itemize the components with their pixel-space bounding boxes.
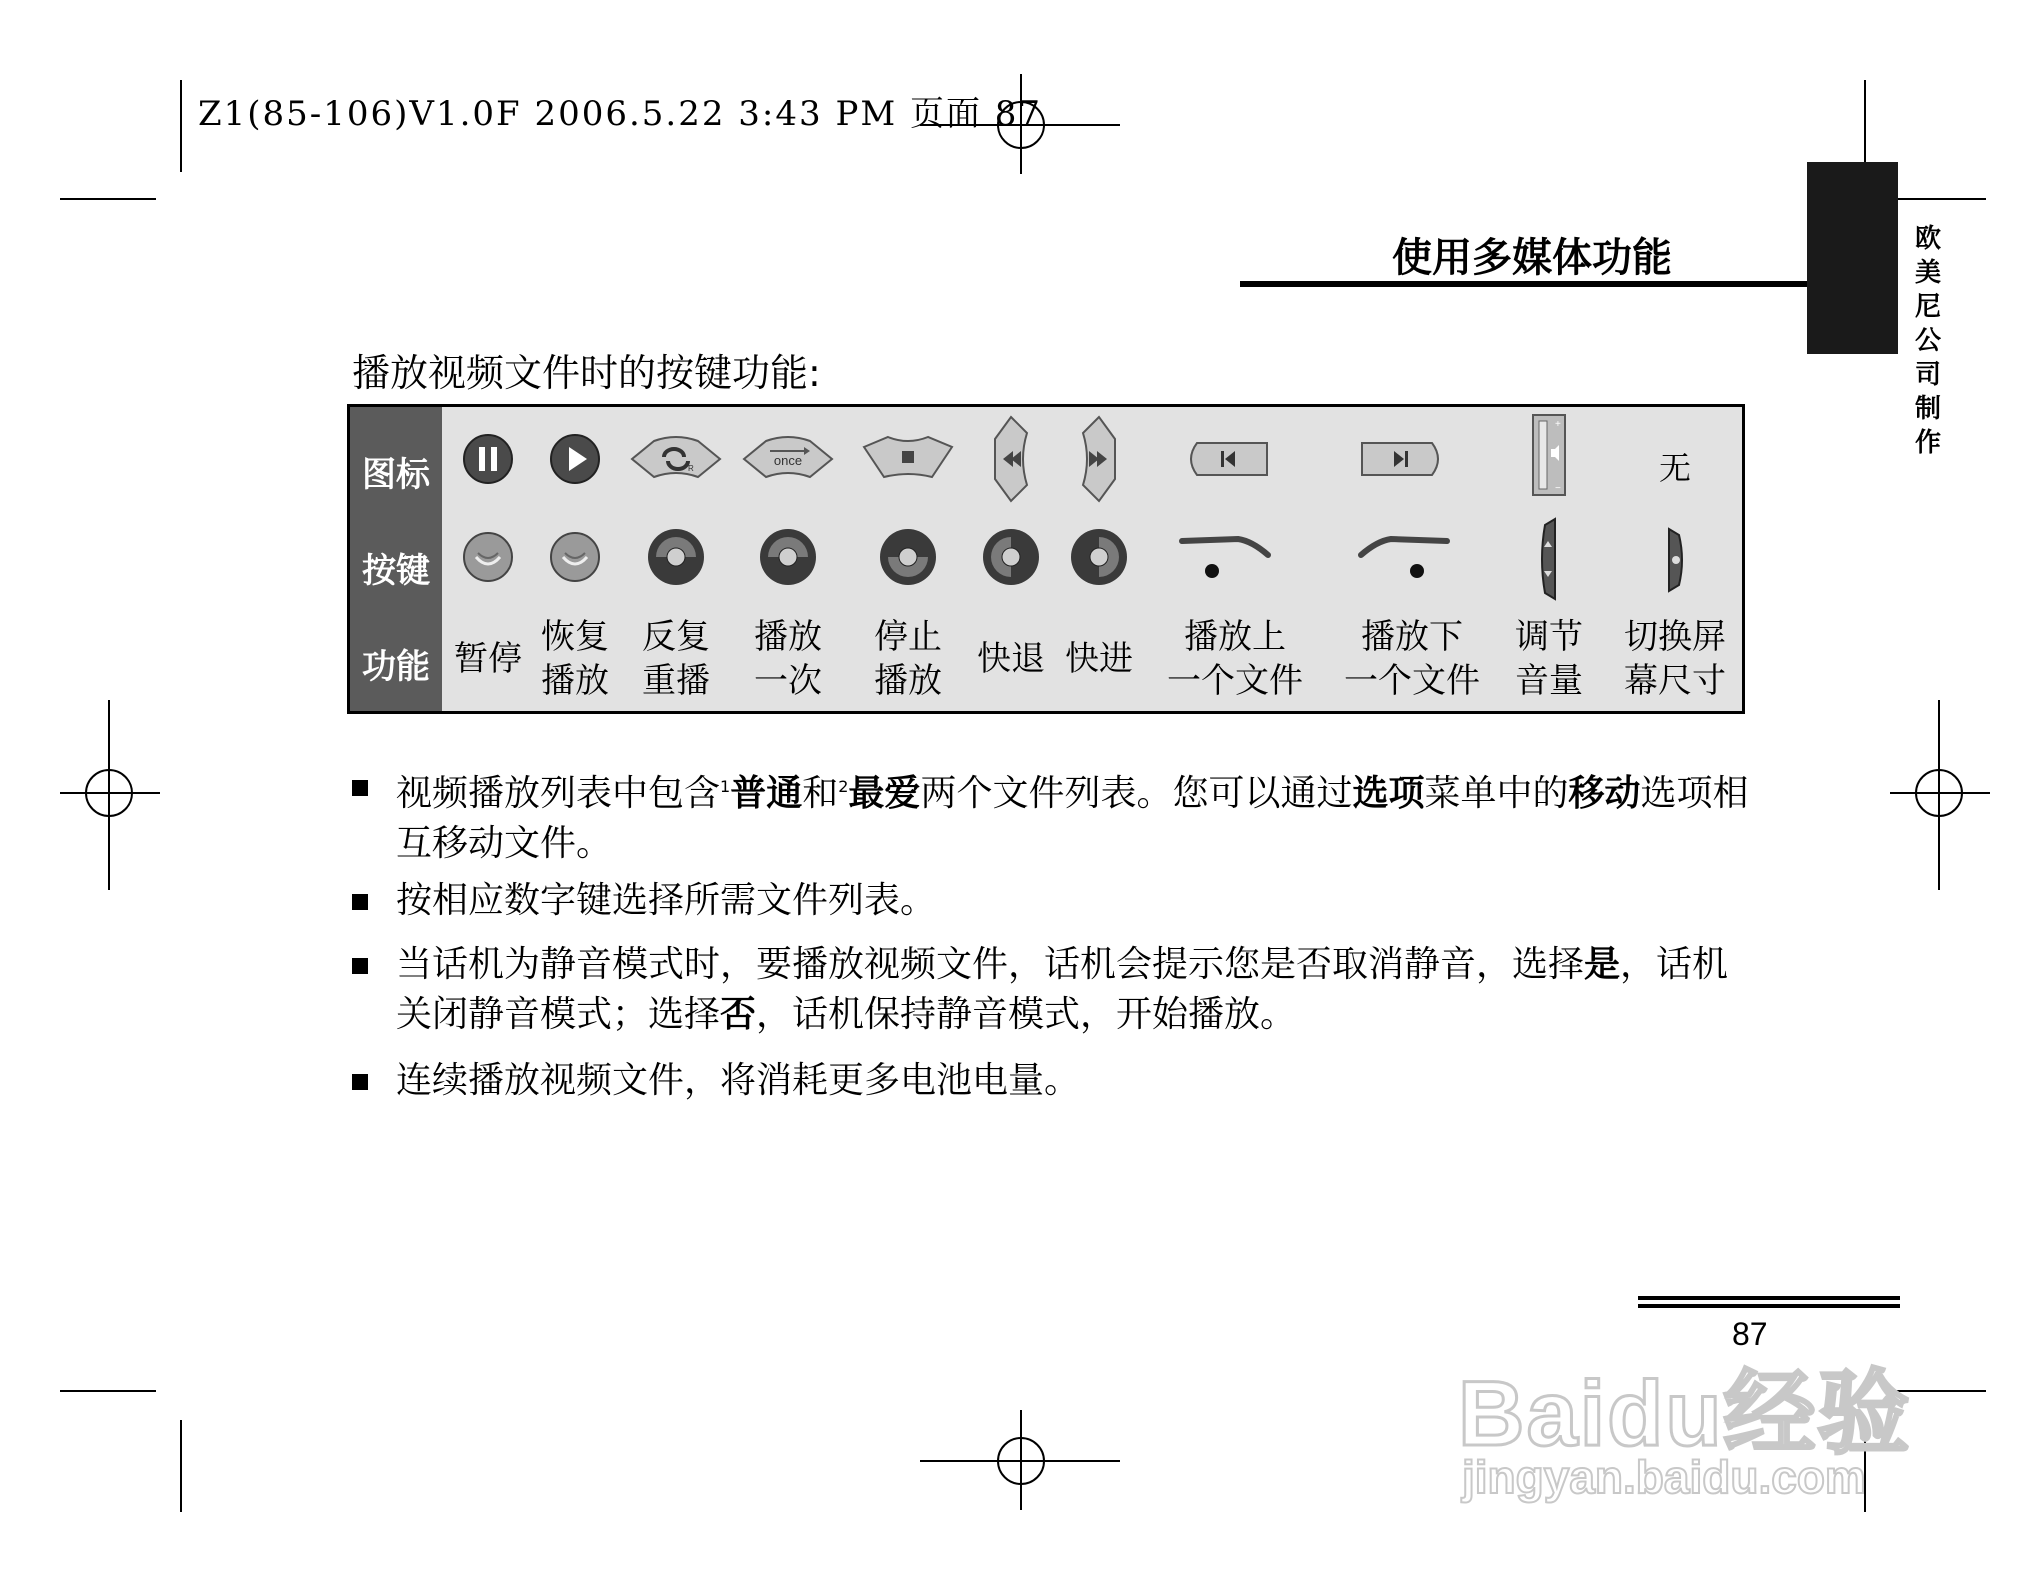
- page-rule: [1638, 1296, 1900, 1300]
- crop-mark: [60, 198, 156, 200]
- bold-term: 是: [1584, 944, 1621, 985]
- side-char: 作: [1914, 428, 1941, 458]
- registration-mark: [997, 1437, 1045, 1485]
- text-run: ，话机关闭静音模式；选择: [396, 944, 1729, 1035]
- func-line: 一次: [754, 661, 822, 701]
- pause-circle-icon: [462, 433, 514, 489]
- bold-term: 移动: [1568, 773, 1641, 814]
- bullet-item: [352, 876, 1752, 926]
- bullet-item: [352, 762, 1752, 869]
- func-label: [977, 637, 1045, 681]
- side-vertical-text: [1908, 222, 1948, 460]
- bullet-item: [352, 940, 1752, 1040]
- bullet-text: 连续播放视频文件，将消耗更多电池电量。: [396, 1060, 1081, 1101]
- side-tab: [1807, 162, 1898, 354]
- func-line: 切换屏: [1624, 617, 1726, 657]
- crop-mark: [180, 80, 182, 172]
- bullet-square-icon: [352, 1074, 368, 1090]
- func-line: 播放: [541, 661, 609, 701]
- side-char: 美: [1914, 258, 1941, 288]
- bold-term: 选项: [1352, 773, 1425, 814]
- key-function-table: [347, 404, 1745, 714]
- crop-mark: [60, 1390, 156, 1392]
- func-label: [1624, 615, 1726, 703]
- intro-text: 播放视频文件时的按键功能:: [352, 351, 821, 395]
- func-line: 停止: [874, 617, 942, 657]
- text-run: 选项相互移动文件。: [396, 773, 1749, 864]
- volume-slider-icon: [1531, 413, 1567, 501]
- side-char: 尼: [1914, 292, 1941, 322]
- side-char: 公: [1914, 326, 1941, 356]
- row-label-function: 功能: [362, 647, 430, 687]
- text-run: 两个文件列表。您可以通过: [920, 773, 1353, 814]
- side-char: 欧: [1914, 224, 1941, 254]
- bullet-square-icon: [352, 894, 368, 910]
- svg-text:R: R: [688, 464, 694, 473]
- watermark-logo: Baidu经验: [1458, 1363, 1912, 1465]
- row-label-icon: 图标: [362, 455, 430, 495]
- func-line: 调节: [1515, 617, 1583, 657]
- left-softkey-icon: [1178, 533, 1274, 589]
- func-line: 快进: [1065, 639, 1133, 679]
- crop-mark: [180, 1420, 182, 1512]
- bullet-item: [352, 1056, 1752, 1106]
- func-line: 重播: [642, 661, 710, 701]
- func-line: 快退: [977, 639, 1045, 679]
- bullet-text: 按相应数字键选择所需文件列表。: [396, 880, 937, 921]
- registration-mark: [85, 769, 133, 817]
- prev-file-icon: [1183, 441, 1269, 481]
- superscript: 1: [720, 777, 731, 796]
- func-line: 音量: [1515, 661, 1583, 701]
- func-label: [454, 637, 522, 681]
- page-rule: [1638, 1304, 1900, 1308]
- soft-round-key-icon: [549, 531, 601, 587]
- nav-key-up-icon: [758, 527, 818, 591]
- play-circle-icon: [549, 433, 601, 489]
- func-line: 一个文件: [1344, 661, 1480, 701]
- no-icon-text: 无: [1658, 449, 1692, 487]
- text-run: 视频播放列表中包含: [396, 773, 721, 814]
- superscript: 2: [838, 777, 849, 796]
- side-camera-key-icon: [1663, 527, 1687, 597]
- repeat-arc-icon: [628, 433, 724, 487]
- func-line: 幕尺寸: [1624, 661, 1726, 701]
- func-label: [1515, 615, 1583, 703]
- bullet-text: [396, 762, 1752, 869]
- nav-key-right-icon: [1069, 527, 1129, 591]
- bold-term: 普通: [730, 773, 803, 814]
- text-run: 菜单中的: [1424, 773, 1569, 814]
- func-line: 播放上: [1184, 617, 1286, 657]
- page-number: 87: [1732, 1316, 1768, 1352]
- func-line: 播放: [754, 617, 822, 657]
- svg-text:once: once: [773, 453, 803, 468]
- func-label: [541, 615, 609, 703]
- bullet-square-icon: [352, 958, 368, 974]
- func-line: 暂停: [454, 639, 522, 679]
- soft-round-key-icon: [462, 531, 514, 587]
- once-arc-icon: [740, 433, 836, 487]
- bullet-square-icon: [352, 780, 368, 796]
- svg-text:+: +: [1555, 419, 1561, 430]
- side-char: 司: [1914, 360, 1941, 390]
- bold-term: 最爱: [848, 773, 921, 814]
- registration-mark: [1915, 769, 1963, 817]
- nav-key-down-icon: [878, 527, 938, 591]
- side-char: 制: [1914, 394, 1941, 424]
- forward-arc-icon: [1077, 415, 1121, 507]
- rewind-arc-icon: [989, 415, 1033, 507]
- nav-key-left-icon: [981, 527, 1041, 591]
- svg-text:−: −: [1555, 483, 1561, 494]
- func-label: [1065, 637, 1133, 681]
- func-label: [642, 615, 710, 703]
- func-line: 恢复: [541, 617, 609, 657]
- section-title: 使用多媒体功能: [1392, 235, 1672, 281]
- func-line: 一个文件: [1167, 661, 1303, 701]
- nav-key-up-icon: [646, 527, 706, 591]
- func-label: [754, 615, 822, 703]
- stop-arc-icon: [860, 433, 956, 487]
- crop-mark: [1890, 198, 1986, 200]
- func-line: 反复: [642, 617, 710, 657]
- right-softkey-icon: [1355, 533, 1451, 589]
- title-rule: [1240, 281, 1820, 287]
- text-run: ，话机保持静音模式，开始播放。: [756, 994, 1297, 1035]
- crop-mark: [1864, 80, 1866, 172]
- next-file-icon: [1360, 441, 1446, 481]
- row-label-key: 按键: [362, 551, 430, 591]
- bullet-text: [396, 940, 1752, 1040]
- print-slug: Z1(85-106)V1.0F 2006.5.22 3:43 PM 页面 87: [198, 94, 1043, 134]
- text-run: 和: [802, 773, 839, 814]
- func-line: 播放: [874, 661, 942, 701]
- func-label: [1344, 615, 1480, 703]
- bold-term: 否: [720, 994, 757, 1035]
- side-volume-key-icon: [1537, 517, 1561, 605]
- func-label: [1167, 615, 1303, 703]
- func-label: [874, 615, 942, 703]
- text-run: 当话机为静音模式时，要播放视频文件，话机会提示您是否取消静音，选择: [396, 944, 1585, 985]
- func-line: 播放下: [1361, 617, 1463, 657]
- watermark-url: jingyan.baidu.com: [1462, 1451, 1866, 1503]
